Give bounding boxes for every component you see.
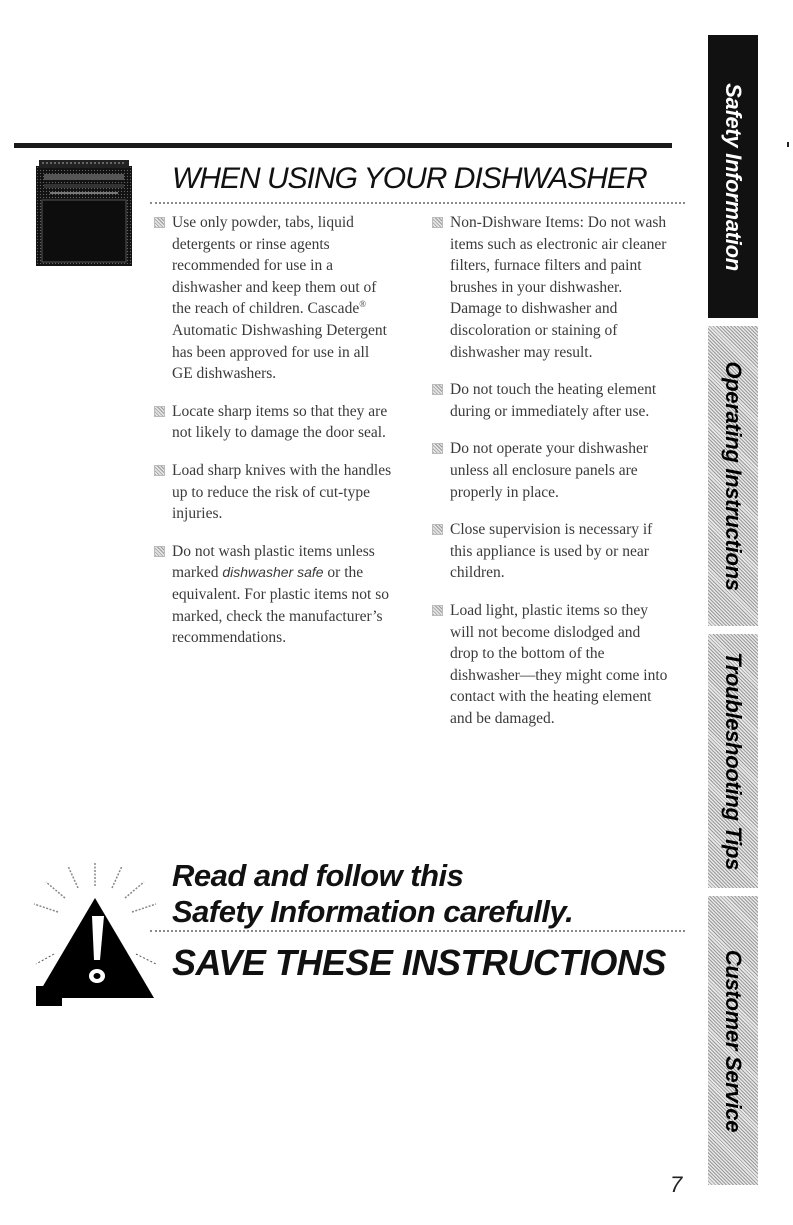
bullet-icon [154,406,165,417]
bullet-icon [432,384,443,395]
save-rule [150,930,685,932]
item-text: Use only powder, tabs, liquid detergents or rinse agents recommended for use in a dishwasher and keep them out of the reach of children. Cascade [172,214,377,318]
section-title: WHEN USING YOUR DISHWASHER [172,162,647,195]
list-item [430,519,670,584]
bullet-icon [432,524,443,535]
reminder-line-2: Safety Information carefully. [172,894,574,929]
item-text: Do not touch the heating element during or immediately after use. [450,381,657,420]
tab-label: Safety Information [721,82,746,271]
item-text: Close supervision is necessary if this appliance is used by or near children. [450,521,653,582]
tab-safety-information[interactable] [708,35,758,318]
tab-divider [708,626,758,634]
title-rule [150,202,685,204]
dishwasher-icon [36,160,132,268]
item-text: Do not operate your dishwasher unless all enclosure panels are properly in place. [450,440,649,501]
bullet-icon [432,443,443,454]
right-column [430,212,670,745]
tab-operating-instructions[interactable] [708,326,758,626]
item-text: Non-Dishware Items: Do not wash items such as electronic air cleaner filters, furnace filters and paint brushes in your dishwasher. Damage to dishwasher and discoloration or staining of dishwasher may result. [450,214,667,361]
item-text: or the equivalent. For plastic items not so marked, check the manufacturer’s recommendations. [172,564,389,647]
item-text: Load light, plastic items so they will not become dislodged and drop to the bottom of the dishwasher—they might come into contact with the heating element and be damaged. [450,601,668,727]
list-item [430,438,670,503]
registered-mark: ® [359,299,367,310]
list-item [430,600,670,730]
tab-divider [708,318,758,326]
list-item [152,401,392,444]
bullet-icon [154,217,165,228]
tab-label: Operating Instructions [721,361,746,591]
left-column [152,212,392,665]
edge-mark [787,142,789,147]
item-text: Do not wash plastic items unless marked [172,542,375,582]
tab-divider [708,888,758,896]
bullet-icon [432,217,443,228]
bullet-icon [154,546,165,557]
item-text: Load sharp knives with the handles up to reduce the risk of cut-type injuries. [172,461,392,523]
list-item [430,212,670,363]
list-item [152,460,392,525]
safety-alert-icon [30,858,160,1008]
save-instructions-heading: SAVE THESE INSTRUCTIONS [172,942,666,983]
list-item [430,379,670,422]
item-text: Locate sharp items so that they are not likely to damage the door seal. [172,402,388,442]
section-tabs [708,35,758,1185]
list-item [152,212,392,385]
bullet-icon [154,465,165,476]
bullet-icon [432,605,443,616]
tab-label: Troubleshooting Tips [721,651,746,871]
page-number: 7 [670,1172,683,1197]
item-text: Automatic Dishwashing Detergent has been approved for use in all GE dishwashers. [172,321,387,383]
safety-reminder [172,858,573,930]
emphasis-text: dishwasher safe [222,564,324,581]
tab-troubleshooting-tips[interactable] [708,634,758,888]
list-item [152,541,392,649]
top-rule [14,143,672,148]
tab-label: Customer Service [721,949,746,1132]
tab-customer-service[interactable] [708,896,758,1185]
reminder-line-1: Read and follow this [172,858,464,893]
